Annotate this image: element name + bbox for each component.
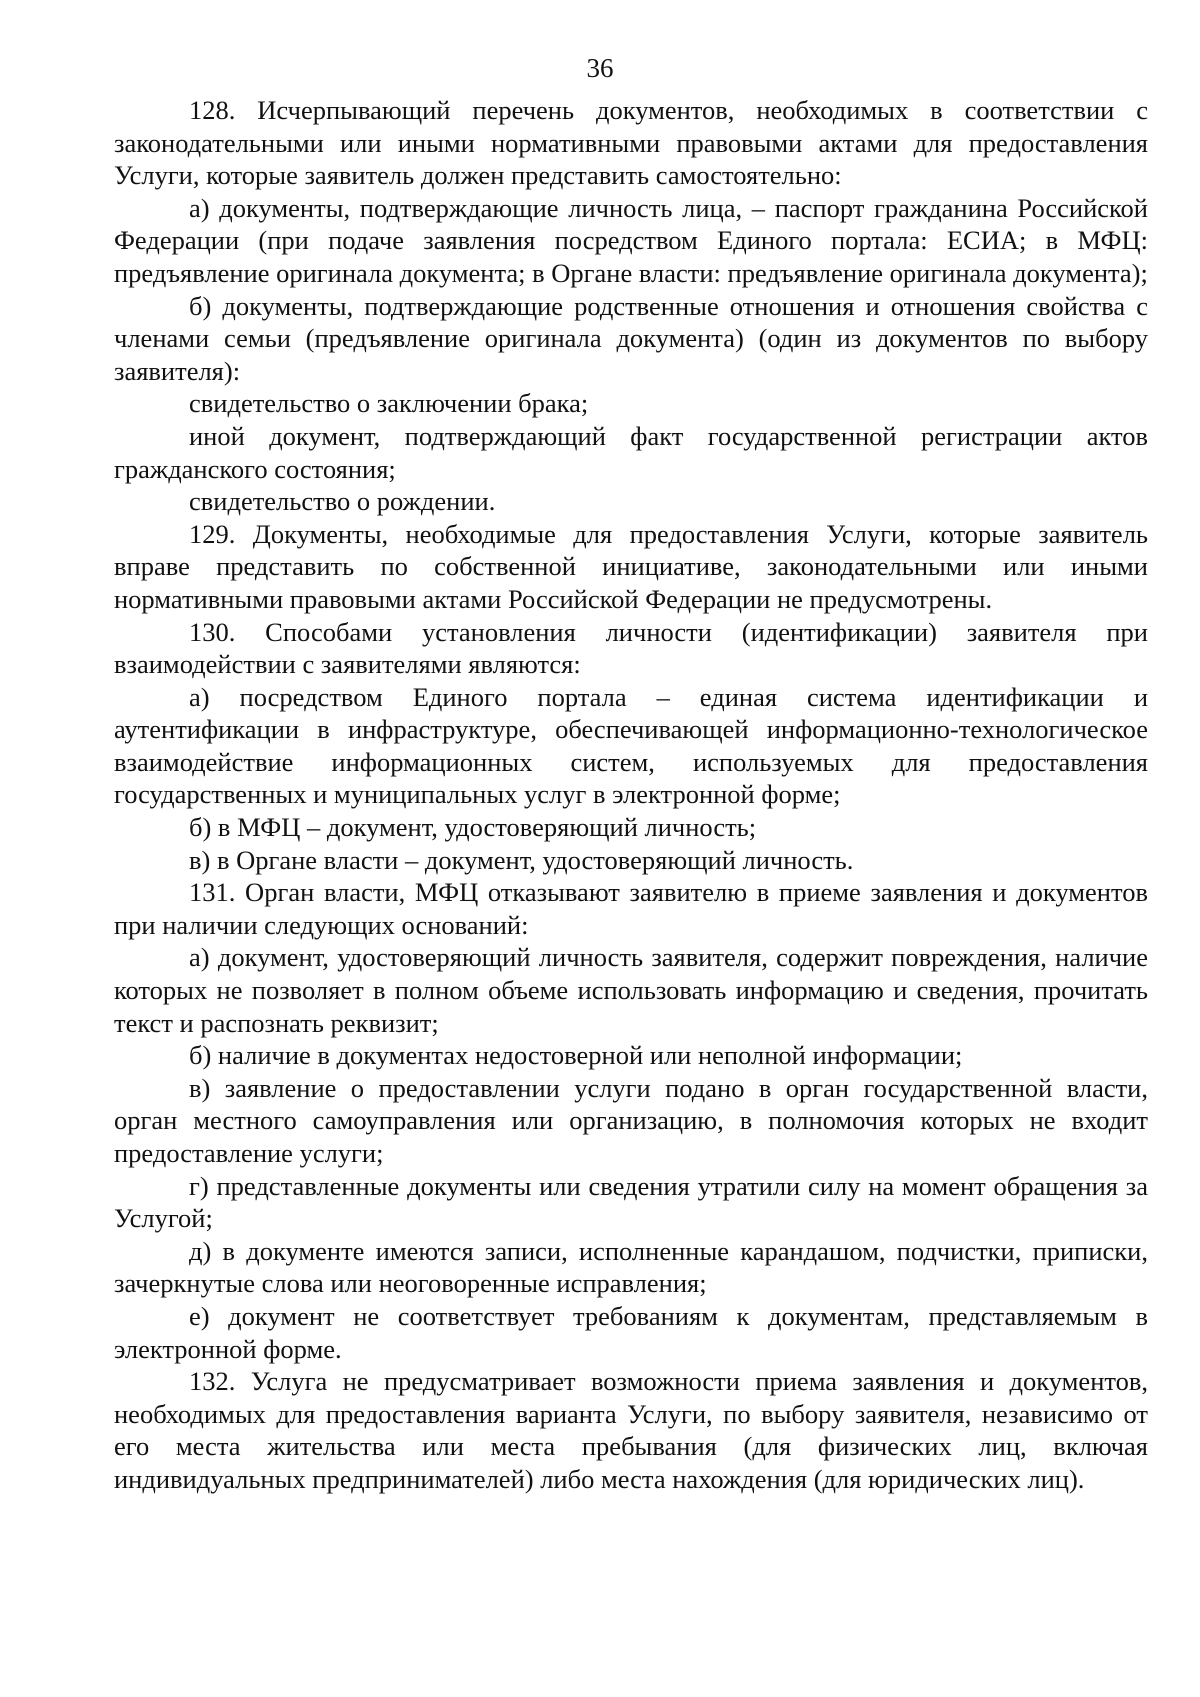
list-item-130-b: б) в МФЦ – документ, удостоверяющий личность; <box>189 812 757 843</box>
list-item-130-a: а) посредством Единого портала – единая система идентификации и аутентификации в инфраструктуре, обеспечивающей информационно-технологическое взаимодействие информационных систем, используемых для предоставления государственных и муниципальных услуг в электронной форме; <box>114 681 1148 810</box>
list-item-131-f: е) документ не соответствует требованиям к документам, представляемым в электронной форме. <box>114 1300 1148 1364</box>
paragraph-129: 129. Документы, необходимые для предоставления Услуги, которые заявитель вправе представить по собственной инициативе, законодательными или иными нормативными правовыми актами Российской Федерации не предусмотрены. <box>114 518 1148 614</box>
sub-item-other-document: иной документ, подтверждающий факт государственной регистрации актов гражданского состояния; <box>114 420 1148 484</box>
list-item-131-d: г) представленные документы или сведения утратили силу на момент обращения за Услугой; <box>114 1170 1148 1234</box>
paragraph-131: 131. Орган власти, МФЦ отказывают заявителю в приеме заявления и документов при наличии следующих оснований: <box>114 877 1148 940</box>
paragraph-128: 128. Исчерпывающий перечень документов, необходимых в соответствии с законодательными или иными нормативными правовыми актами для предоставления Услуги, которые заявитель должен представить самостоятельно: <box>114 95 1148 191</box>
paragraph-130: 130. Способами установления личности (идентификации) заявителя при взаимодействии с заявителями являются: <box>114 616 1148 680</box>
page-number: 36 <box>586 53 614 83</box>
list-item-131-e: д) в документе имеются записи, исполненные карандашом, подчистки, приписки, зачеркнутые слова или неоговоренные исправления; <box>114 1235 1148 1299</box>
paragraph-132: 132. Услуга не предусматривает возможности приема заявления и документов, необходимых для предоставления варианта Услуги, по выбору заявителя, независимо от его места жительства или места пребывания (для физических лиц, включая индивидуальных предпринимателей) либо места нахождения (для юридических лиц). <box>114 1366 1148 1494</box>
document-body <box>114 94 1148 1496</box>
list-item-131-a: а) документ, удостоверяющий личность заявителя, содержит повреждения, наличие которых не позволяет в полном объеме использовать информацию и сведения, прочитать текст и распознать реквизит; <box>114 942 1148 1038</box>
list-item-130-c: в) в Органе власти – документ, удостоверяющий личность. <box>189 844 854 875</box>
list-item-128-b: б) документы, подтверждающие родственные отношения и отношения свойства с членами семьи (предъявление оригинала документа) (один из документов по выбору заявителя): <box>114 290 1148 386</box>
list-item-131-c: в) заявление о предоставлении услуги подано в орган государственной власти, орган местного самоуправления или организацию, в полномочия которых не входит предоставление услуги; <box>114 1072 1148 1168</box>
list-item-131-b: б) наличие в документах недостоверной или неполной информации; <box>189 1040 963 1071</box>
list-item-128-a: а) документы, подтверждающие личность лица, – паспорт гражданина Российской Федерации (при подаче заявления посредством Единого портала: ЕСИА; в МФЦ: предъявление оригинала документа; в Органе власти: предъявление оригинала документа); <box>114 192 1148 288</box>
sub-item-marriage-certificate: свидетельство о заключении брака; <box>189 388 589 419</box>
sub-item-birth-certificate: свидетельство о рождении. <box>189 486 496 517</box>
